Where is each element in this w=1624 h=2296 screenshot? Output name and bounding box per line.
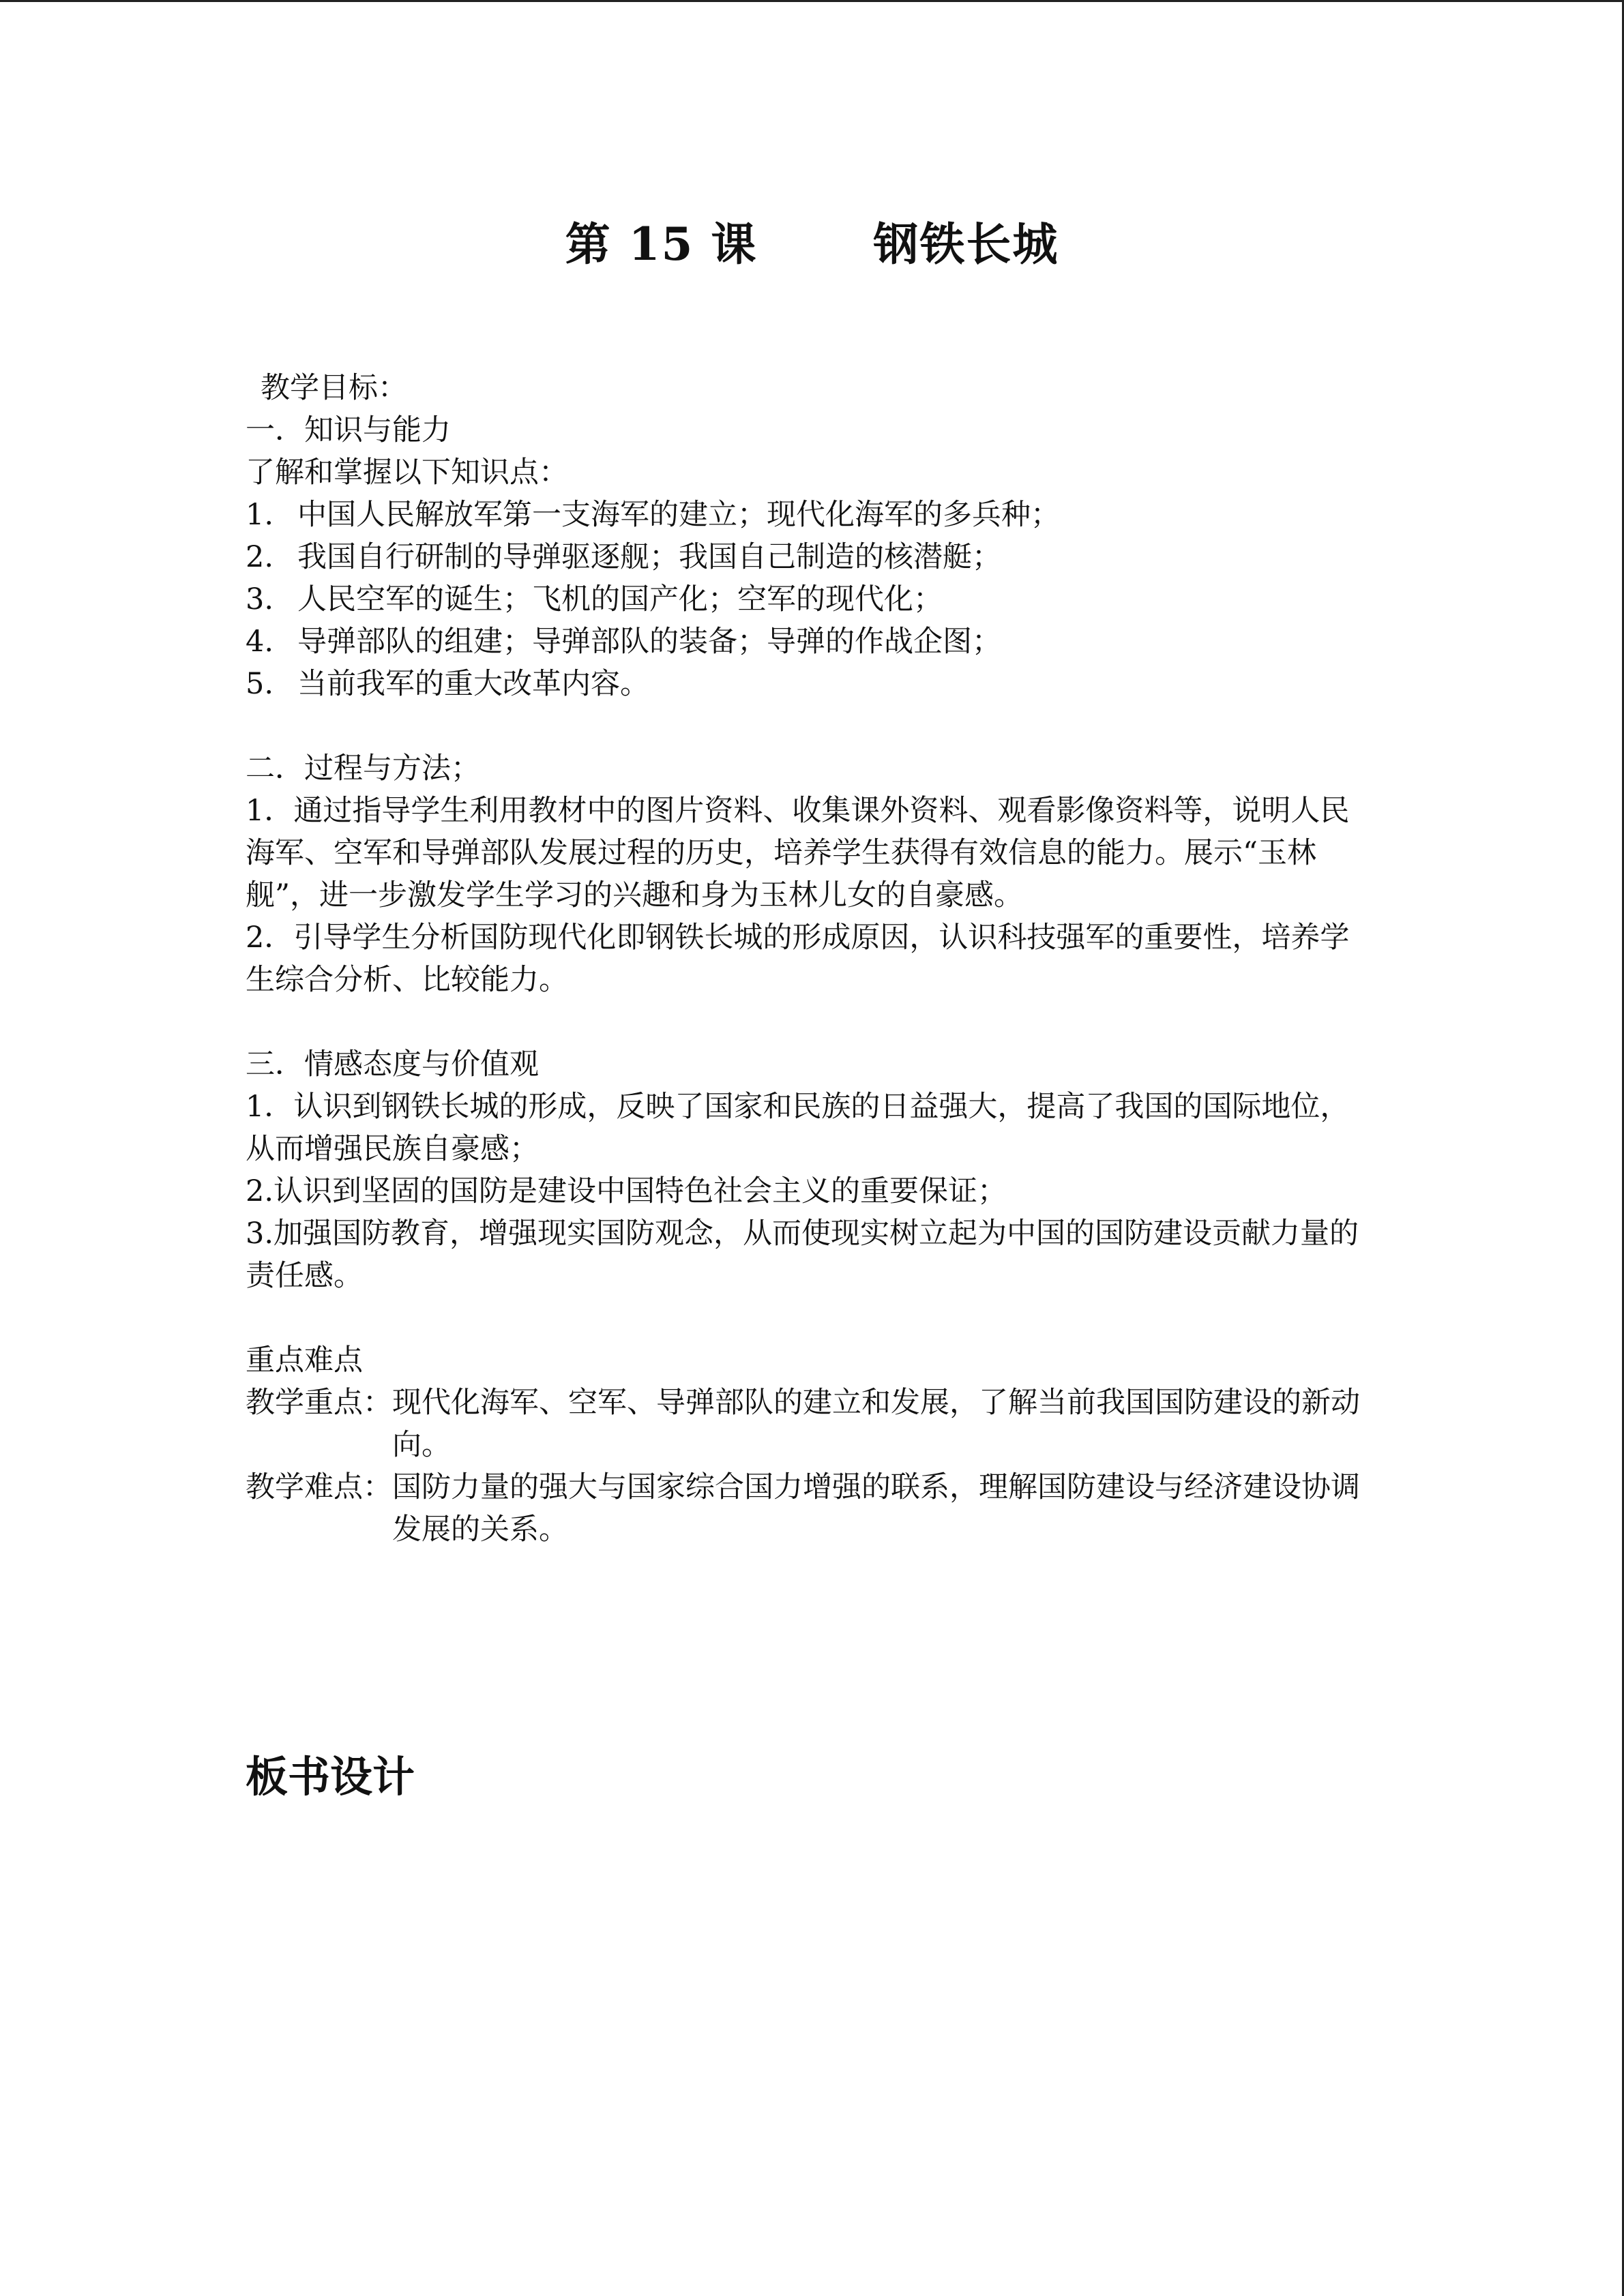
lesson-number: 第 15 课 <box>565 218 758 271</box>
section3-paragraph-1: 1．认识到钢铁长城的形成，反映了国家和民族的日益强大，提高了我国的国际地位，从而增强民族自豪感； <box>246 1090 1350 1166</box>
board-design-heading: 板书设计 <box>246 1752 415 1802</box>
objectives-heading: 教学目标： <box>261 371 407 405</box>
section3-paragraph-3: 3.加强国防教育，增强现实国防观念，从而使现实树立起为中国的国防建设贡献力量的责任感。 <box>246 1217 1359 1293</box>
section2-paragraph-1: 1．通过指导学生利用教材中的图片资料、收集课外资料、观看影像资料等，说明人民海军、空军和导弹部队发展过程的历史，培养学生获得有效信息的能力。展示“玉林舰”，进一步激发学生学习的兴趣和身为玉林儿女的自豪感。 <box>246 794 1350 912</box>
section2-heading: 二．过程与方法； <box>246 751 480 786</box>
teaching-difficulty <box>246 1466 1378 1551</box>
section3-heading: 三．情感态度与价值观 <box>246 1047 539 1082</box>
section3-paragraph-2: 2.认识到坚固的国防是建设中国特色社会主义的重要保证； <box>246 1174 1007 1208</box>
section1-heading: 一．知识与能力 <box>246 413 451 447</box>
list-item: 5. 当前我军的重大改革内容。 <box>246 667 649 701</box>
lesson-name: 钢铁长城 <box>873 218 1059 271</box>
list-item: 3. 人民空军的诞生；飞机的国产化；空军的现代化； <box>246 582 943 616</box>
teaching-focus <box>246 1382 1378 1466</box>
teaching-difficulty-text: 国防力量的强大与国家综合国力增强的联系，理解国防建设与经济建设协调发展的关系。 <box>392 1470 1360 1547</box>
list-item: 2. 我国自行研制的导弹驱逐舰；我国自己制造的核潜艇； <box>246 540 1001 574</box>
section1-intro: 了解和掌握以下知识点： <box>246 456 568 490</box>
teaching-focus-text: 现代化海军、空军、导弹部队的建立和发展，了解当前我国国防建设的新动向。 <box>392 1386 1360 1462</box>
page-title <box>0 208 1624 273</box>
teaching-difficulty-label: 教学难点： <box>246 1470 392 1504</box>
section2-paragraph-2: 2．引导学生分析国防现代化即钢铁长城的形成原因，认识科技强军的重要性，培养学生综合分析、比较能力。 <box>246 921 1350 997</box>
list-item: 1. 中国人民解放军第一支海军的建立；现代化海军的多兵种； <box>246 498 1060 532</box>
teaching-focus-label: 教学重点： <box>246 1386 392 1420</box>
page-border-top <box>0 0 1624 2</box>
keypoints-heading: 重点难点 <box>246 1343 363 1377</box>
document-body <box>246 367 1378 1551</box>
list-item: 4. 导弹部队的组建；导弹部队的装备；导弹的作战企图； <box>246 625 1001 659</box>
